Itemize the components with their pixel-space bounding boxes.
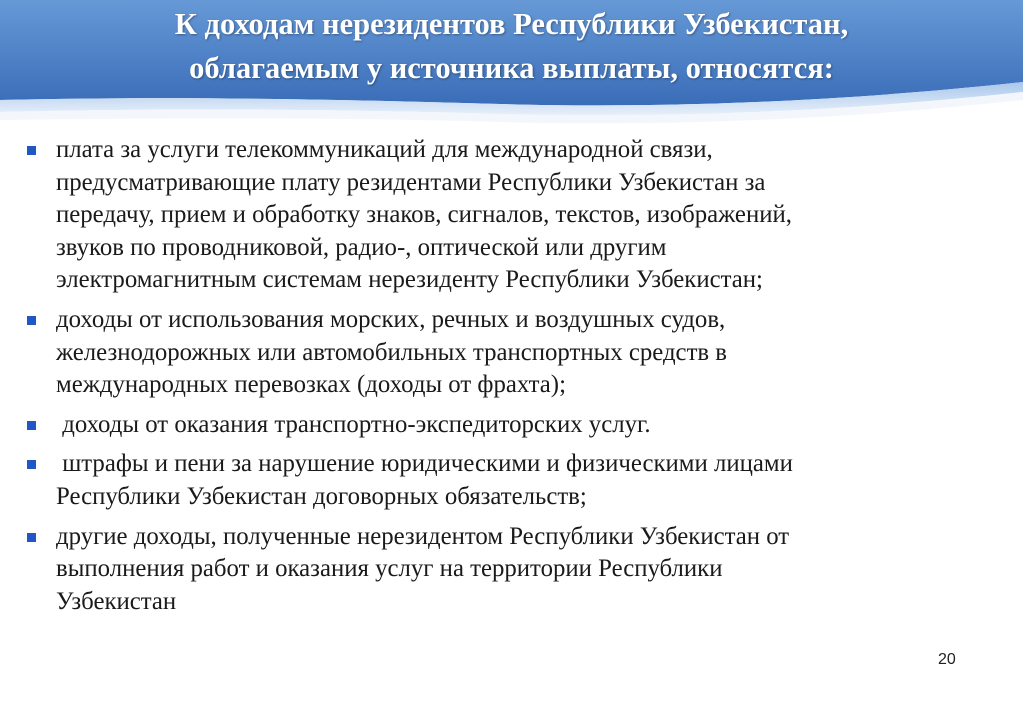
bullet-line: штрафы и пени за нарушение юридическими и физическими лицами bbox=[56, 450, 793, 478]
bullet-item-freight bbox=[0, 304, 1023, 402]
square-bullet-icon bbox=[27, 316, 36, 325]
bullet-line: железнодорожных или автомобильных транспортных средств в bbox=[56, 338, 728, 366]
slide-header bbox=[0, 0, 1023, 125]
bullet-line: другие доходы, полученные нерезидентом Республики Узбекистан от bbox=[56, 522, 790, 550]
square-bullet-icon bbox=[27, 460, 36, 469]
page-number: 20 bbox=[938, 651, 956, 668]
bullet-line: плата за услуги телекоммуникаций для международной связи, bbox=[56, 136, 713, 163]
bullet-line: Республики Узбекистан договорных обязательств; bbox=[56, 482, 587, 510]
bullet-line: доходы от оказания транспортно-экспедиторских услуг. bbox=[56, 410, 651, 438]
square-bullet-icon bbox=[27, 421, 36, 430]
bullet-line: международных перевозках (доходы от фрахта); bbox=[56, 371, 566, 399]
bullet-line: выполнения работ и оказания услуг на территории Республики bbox=[56, 555, 723, 583]
square-bullet-icon bbox=[27, 146, 36, 155]
title-line: К доходам нерезидентов Республики Узбекистан, bbox=[174, 7, 849, 41]
slide-title bbox=[0, 2, 1023, 90]
bullet-line: Узбекистан bbox=[56, 587, 177, 615]
bullet-line: звуков по проводниковой, радио-, оптической или другим bbox=[56, 233, 667, 261]
bullet-line: электромагнитным системам нерезиденту Республики Узбекистан; bbox=[56, 266, 763, 294]
bullet-line: предусматривающие плату резидентами Республики Узбекистан за bbox=[56, 168, 766, 196]
bullet-list bbox=[0, 134, 1023, 625]
square-bullet-icon bbox=[27, 533, 36, 542]
bullet-item-forwarding bbox=[0, 409, 1023, 442]
bullet-line: доходы от использования морских, речных и воздушных судов, bbox=[56, 305, 726, 333]
bullet-item-telecom bbox=[0, 134, 1023, 297]
title-line: облагаемым у источника выплаты, относятся: bbox=[189, 51, 834, 85]
bullet-line: передачу, прием и обработку знаков, сигналов, текстов, изображений, bbox=[56, 201, 792, 229]
bullet-item-penalties bbox=[0, 448, 1023, 513]
bullet-item-other-income bbox=[0, 521, 1023, 619]
